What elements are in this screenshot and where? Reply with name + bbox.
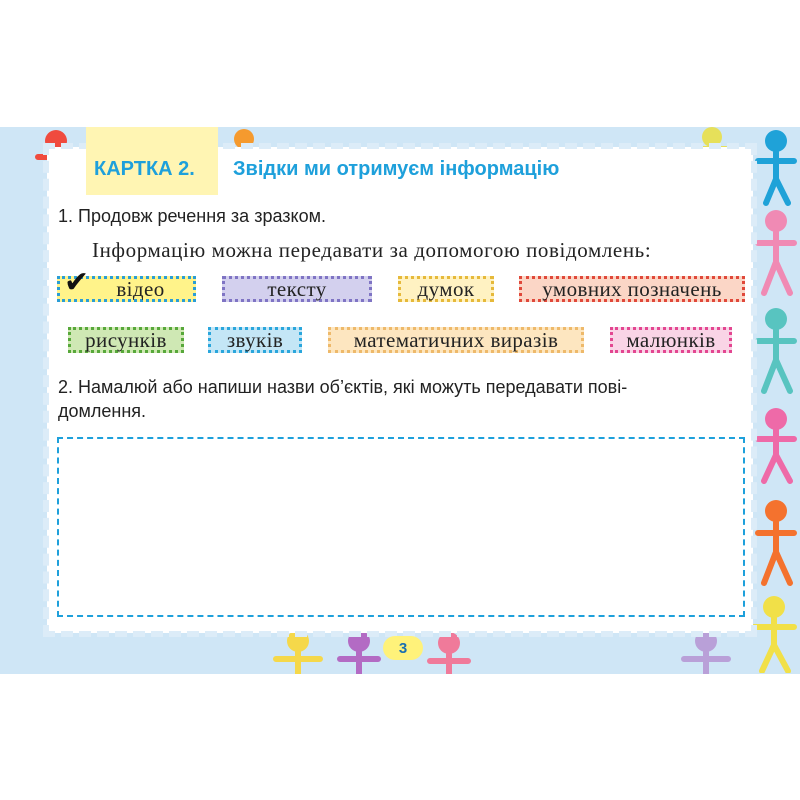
- answer-drawing-area[interactable]: [57, 437, 745, 617]
- kid-figure-blue-icon: [752, 127, 800, 207]
- kid-figure-magenta-icon: [752, 405, 800, 485]
- task2-instruction-line1: 2. Намалюй або напиши назви об’єктів, які можуть передавати пові-: [58, 377, 628, 397]
- option-chip-drawings[interactable]: [68, 327, 184, 353]
- kid-figure-yellow2-icon: [748, 593, 800, 673]
- card-title: Звідки ми отримуєм інформацію: [233, 158, 560, 180]
- option-label: звуків: [226, 327, 284, 352]
- option-chip-sounds[interactable]: [208, 327, 302, 353]
- kid-figure-teal-icon: [752, 305, 800, 395]
- kid-figure-bottom-yellow-icon: [270, 627, 326, 674]
- task1-intro-sentence: Інформацію можна передавати за допомогою повідомлень:: [92, 238, 652, 262]
- option-label: думок: [417, 276, 475, 301]
- task1-instruction: 1. Продовж речення за зразком.: [58, 206, 326, 226]
- option-chip-pictures[interactable]: [610, 327, 732, 353]
- option-chip-text[interactable]: [222, 276, 372, 302]
- kid-figure-pink-icon: [752, 207, 800, 297]
- kid-figure-orange2-icon: [752, 497, 800, 587]
- kid-figure-bottom-pink-icon: [424, 629, 474, 674]
- kid-figure-bottom-purple-icon: [334, 627, 384, 674]
- option-label: тексту: [267, 276, 327, 301]
- card-number: КАРТКА 2.: [94, 158, 195, 180]
- option-label: умовних позначень: [542, 276, 722, 301]
- page-number: 3: [383, 636, 423, 660]
- kid-figure-bottom-lilac-icon: [678, 627, 734, 674]
- checkmark-icon: ✔: [64, 265, 90, 300]
- task2-instruction-line2: домлення.: [58, 401, 147, 421]
- option-label: малюнків: [626, 327, 716, 352]
- option-chip-math-expressions[interactable]: [328, 327, 584, 353]
- option-chip-thoughts[interactable]: [398, 276, 494, 302]
- option-chip-symbols[interactable]: [519, 276, 745, 302]
- option-label: рисунків: [85, 327, 167, 352]
- option-label: математичних виразів: [353, 327, 559, 352]
- option-label: відео: [116, 276, 165, 301]
